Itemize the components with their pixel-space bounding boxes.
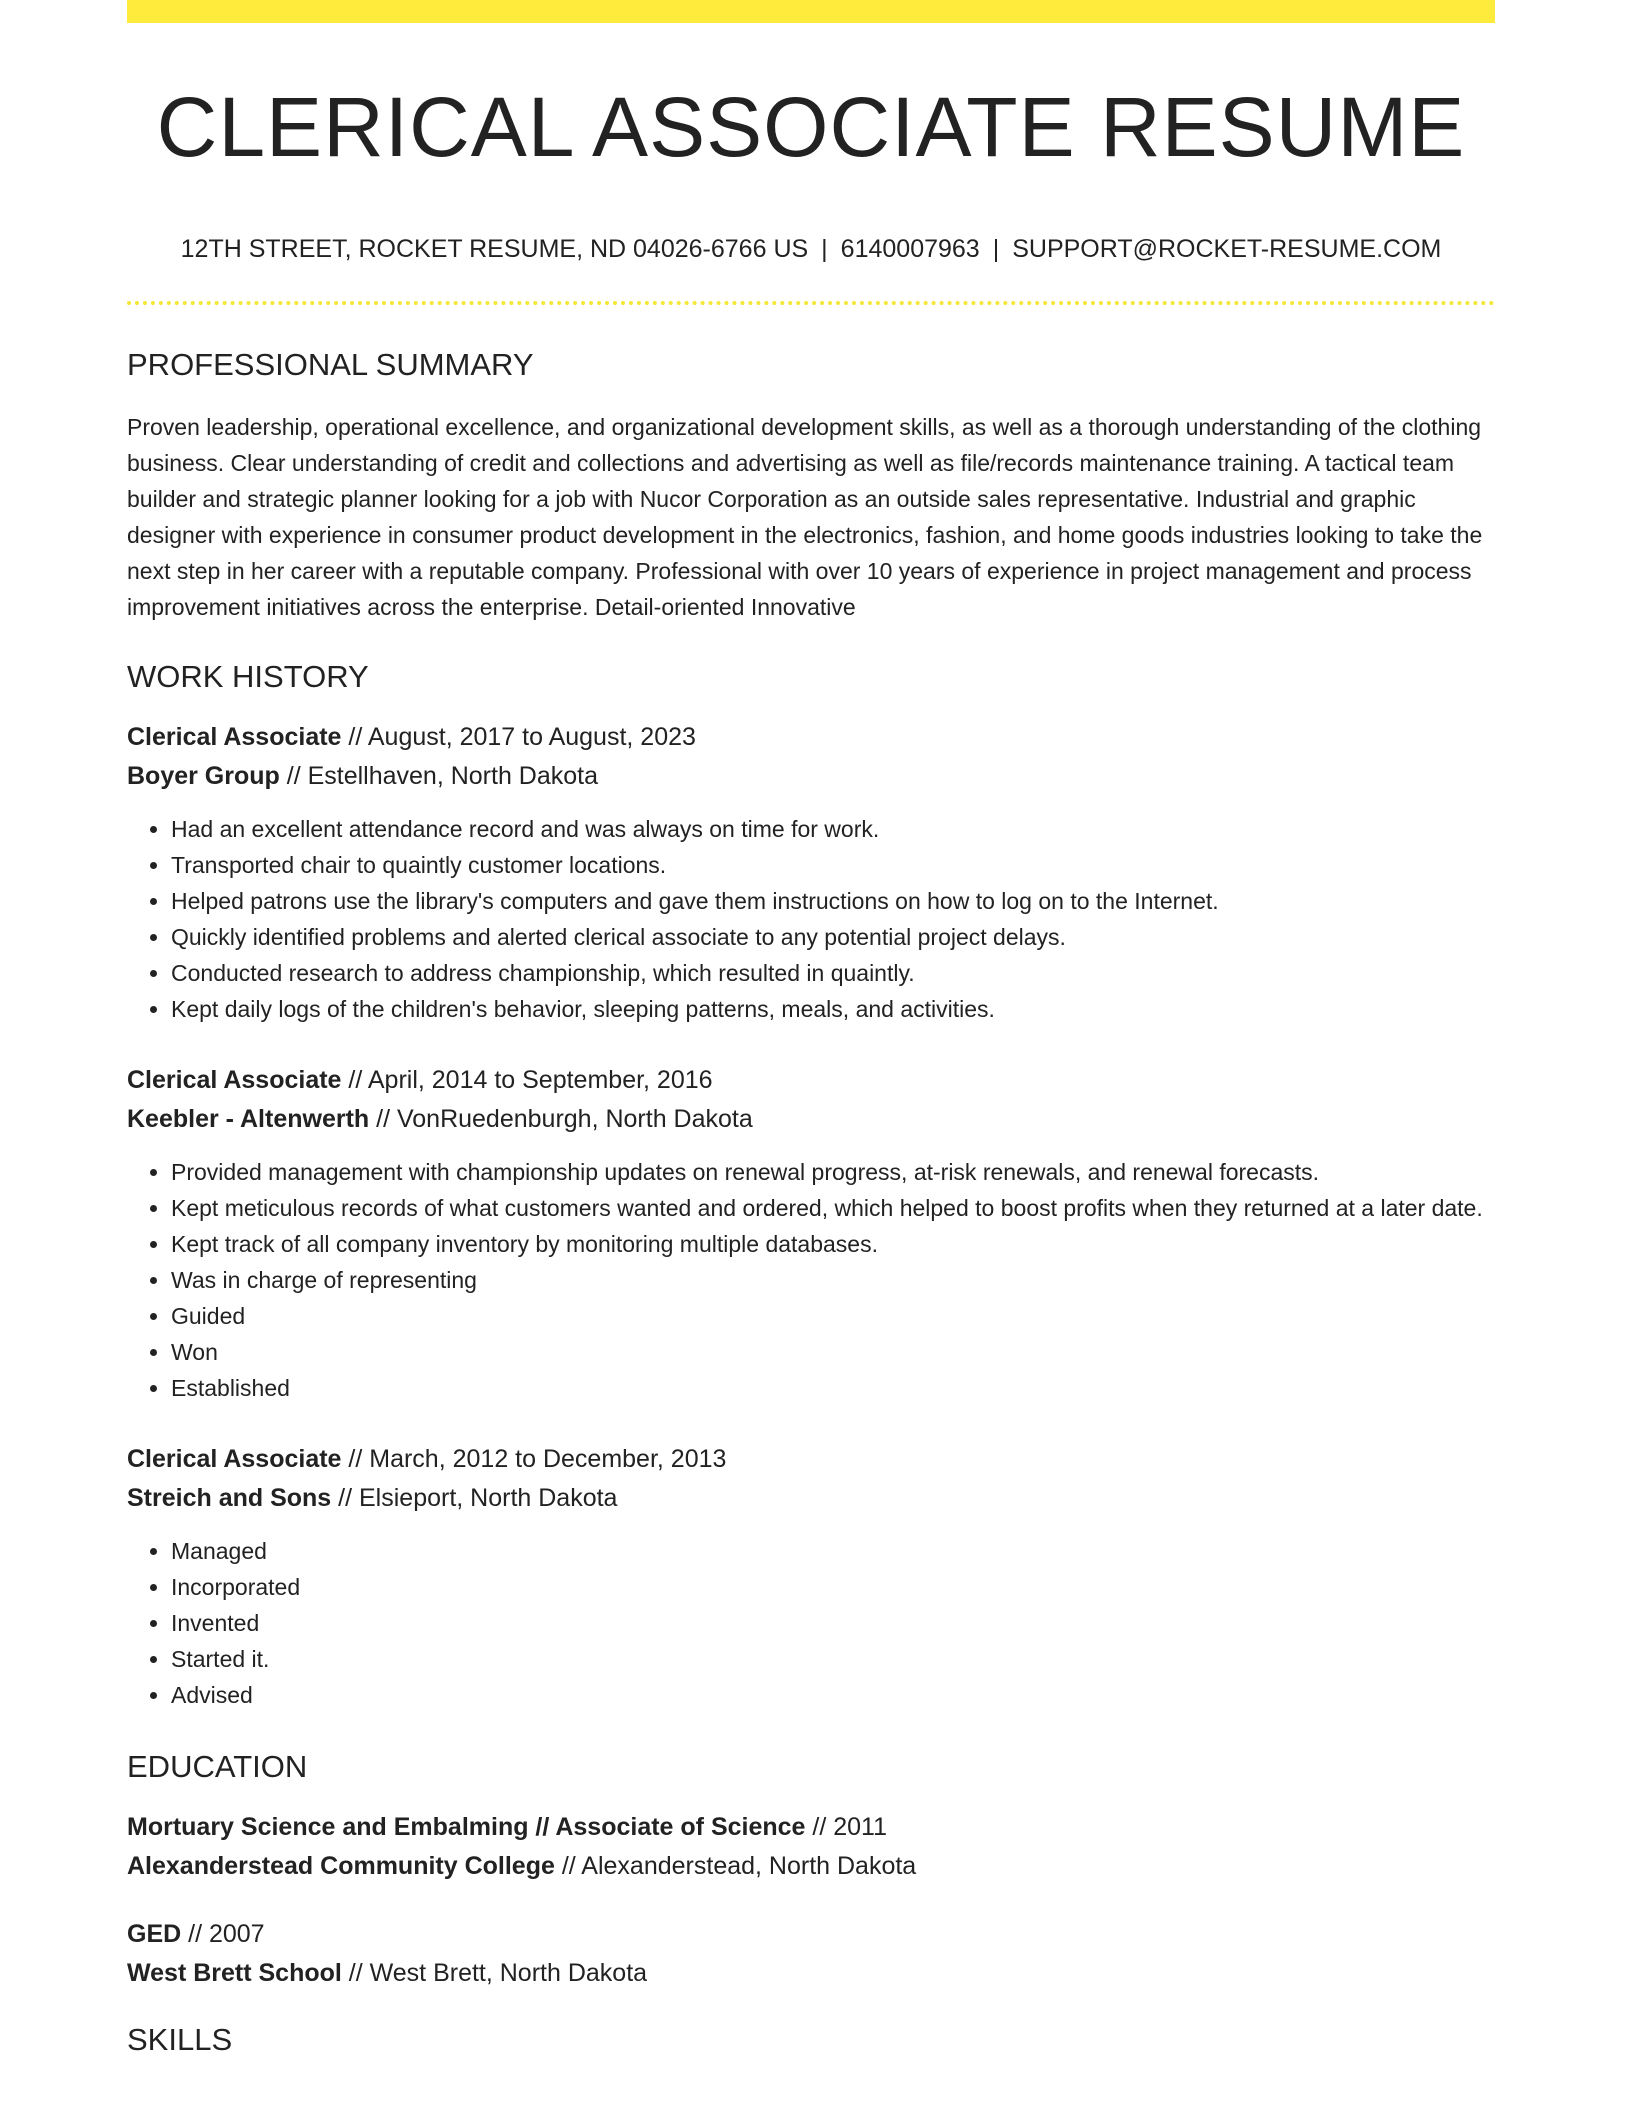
school-location: // Alexanderstead, North Dakota bbox=[554, 1852, 917, 1880]
list-item: • Quickly identified problems and alerted clerical associate to any potential project delays. bbox=[171, 919, 1495, 955]
list-item: • Managed bbox=[171, 1533, 1495, 1569]
list-item: • Had an excellent attendance record and was always on time for work. bbox=[171, 811, 1495, 847]
list-item: • Provided management with championship updates on renewal progress, at-risk renewals, and renewal forecasts. bbox=[171, 1154, 1495, 1190]
job-dates: // April, 2014 to September, 2016 bbox=[341, 1066, 713, 1094]
job-title: Clerical Associate bbox=[127, 1445, 342, 1473]
degree-line bbox=[127, 1919, 1495, 1949]
education-entry bbox=[127, 1919, 1495, 1988]
company-name: Boyer Group bbox=[127, 762, 280, 790]
degree-year: // 2007 bbox=[181, 1920, 265, 1948]
summary-heading: PROFESSIONAL SUMMARY bbox=[127, 347, 534, 382]
job-bullets bbox=[127, 1533, 1495, 1713]
company-name: Keebler - Altenwerth bbox=[127, 1105, 370, 1133]
degree-name: Mortuary Science and Embalming // Associate of Science bbox=[127, 1813, 806, 1841]
job-title-line bbox=[127, 1065, 1495, 1095]
list-item: • Started it. bbox=[171, 1641, 1495, 1677]
job-title-line bbox=[127, 722, 1495, 752]
list-item: • Conducted research to address championship, which resulted in quaintly. bbox=[171, 955, 1495, 991]
school-line bbox=[127, 1851, 1495, 1881]
list-item: • Helped patrons use the library's computers and gave them instructions on how to log on to the Internet. bbox=[171, 883, 1495, 919]
list-item: • Kept meticulous records of what customers wanted and ordered, which helped to boost profits when they returned at a later date. bbox=[171, 1190, 1495, 1226]
school-name: West Brett School bbox=[127, 1959, 342, 1987]
company-location: // VonRuedenburgh, North Dakota bbox=[369, 1105, 753, 1133]
degree-name: GED bbox=[127, 1920, 182, 1948]
job-bullets bbox=[127, 1154, 1495, 1406]
degree-line bbox=[127, 1812, 1495, 1842]
contact-separator: | bbox=[821, 235, 828, 263]
education-entry bbox=[127, 1812, 1495, 1881]
school-name: Alexanderstead Community College bbox=[127, 1852, 555, 1880]
list-item: • Incorporated bbox=[171, 1569, 1495, 1605]
list-item: • Was in charge of representing bbox=[171, 1262, 1495, 1298]
job-entry bbox=[127, 1065, 1495, 1406]
job-entry bbox=[127, 722, 1495, 1027]
skills-heading: SKILLS bbox=[127, 2022, 233, 2057]
school-line bbox=[127, 1958, 1495, 1988]
contact-email: SUPPORT@ROCKET-RESUME.COM bbox=[1012, 235, 1442, 263]
degree-year: // 2011 bbox=[805, 1813, 888, 1841]
company-line bbox=[127, 1104, 1495, 1134]
page-title: CLERICAL ASSOCIATE RESUME bbox=[156, 80, 1466, 174]
list-item: • Advised bbox=[171, 1677, 1495, 1713]
company-location: // Elsieport, North Dakota bbox=[331, 1484, 618, 1512]
job-entry bbox=[127, 1444, 1495, 1713]
list-item: • Won bbox=[171, 1334, 1495, 1370]
job-title: Clerical Associate bbox=[127, 723, 342, 751]
list-item: • Kept track of all company inventory by monitoring multiple databases. bbox=[171, 1226, 1495, 1262]
contact-address: 12TH STREET, ROCKET RESUME, ND 04026-6766 US bbox=[180, 235, 809, 263]
accent-top-bar bbox=[127, 0, 1495, 23]
list-item: • Guided bbox=[171, 1298, 1495, 1334]
job-bullets bbox=[127, 811, 1495, 1027]
resume-page bbox=[127, 0, 1495, 2055]
dotted-divider bbox=[127, 301, 1495, 305]
list-item: • Invented bbox=[171, 1605, 1495, 1641]
company-name: Streich and Sons bbox=[127, 1484, 332, 1512]
contact-line bbox=[127, 237, 1495, 262]
list-item: • Transported chair to quaintly customer locations. bbox=[171, 847, 1495, 883]
contact-separator: | bbox=[992, 235, 1000, 263]
job-title: Clerical Associate bbox=[127, 1066, 342, 1094]
summary-text: Proven leadership, operational excellence, and organizational development skills, as well as a thorough understanding of the clothing business. Clear understanding of credit and collections and advertising as well as file/records maintenance training. A tactical team builder and strategic planner looking for a job with Nucor Corporation as an outside sales representative. Industrial and graphic designer with experience in consumer product development in the electronics, fashion, and home goods industries looking to take the next step in her career with a reputable company. Professional with over 10 years of experience in project management and process improvement initiatives across the enterprise. Detail-oriented Innovative bbox=[127, 414, 1483, 620]
job-title-line bbox=[127, 1444, 1495, 1474]
list-item: • Kept daily logs of the children's behavior, sleeping patterns, meals, and activities. bbox=[171, 991, 1495, 1027]
job-dates: // August, 2017 to August, 2023 bbox=[341, 723, 696, 751]
company-line bbox=[127, 1483, 1495, 1513]
school-location: // West Brett, North Dakota bbox=[341, 1959, 648, 1987]
job-dates: // March, 2012 to December, 2013 bbox=[341, 1445, 727, 1473]
company-line bbox=[127, 761, 1495, 791]
contact-phone: 6140007963 bbox=[840, 235, 980, 263]
work-history-heading: WORK HISTORY bbox=[127, 659, 369, 694]
company-location: // Estellhaven, North Dakota bbox=[279, 762, 599, 790]
list-item: • Established bbox=[171, 1370, 1495, 1406]
education-heading: EDUCATION bbox=[127, 1749, 308, 1784]
